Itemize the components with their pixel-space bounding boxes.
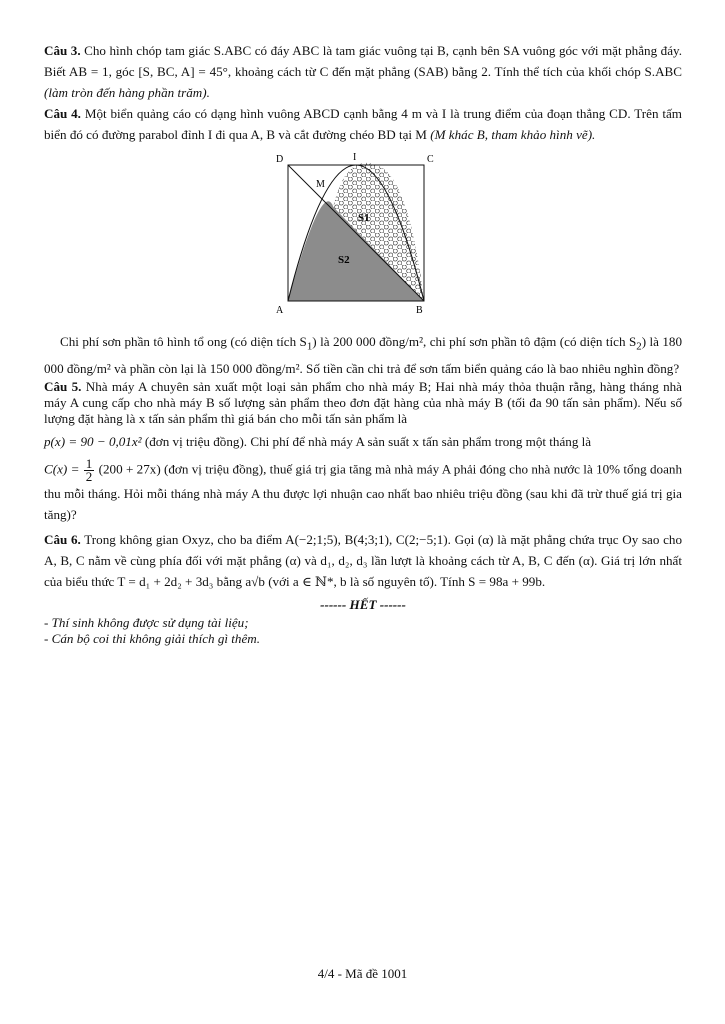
formula-p: p(x) = 90 − 0,01x²: [44, 433, 142, 449]
fraction-denominator: 2: [85, 468, 93, 484]
question-6-label: Câu 6.: [44, 531, 81, 547]
formula-fraction: [84, 455, 95, 484]
label-i: I: [353, 153, 357, 163]
question-6-text: Trong không gian Oxyz, cho ba điểm A(−2;1;5), B(4;3;1), C(2;−5;1). Gọi (α) là mặt phẳng chứa trục Oy sao cho A, B, C nằm về cùng phía đối với mặt phẳng (α) và d₁, d₂, d₃ lần lượt là khoảng cách từ A, B, C đến (α). Giá trị lớn nhất của biểu thức T = d₁ + 2d₂ + 3d₃ bằng a√b (với a ∈ ℕ*, b là số nguyên tố). Tính S = 98a + 99b.: [44, 531, 682, 589]
page-footer: 4/4 - Mã đề 1001: [317, 966, 408, 981]
question-5-text-3: (đơn vị triệu đồng), thuế giá trị gia tăng mà nhà máy A phải đóng cho nhà nước là 10% tổng doanh thu mỗi tháng. Hỏi mỗi tháng nhà máy A thu được lợi nhuận cao nhất bao nhiêu triệu đồng (sau khi đã trừ thuế giá trị gia tăng)?: [44, 461, 683, 522]
question-3-label: Câu 3.: [44, 43, 81, 58]
cost-text-1: Chi phí sơn phần tô hình tổ ong (có diện tích S: [60, 334, 307, 349]
cost-text-3: ) là 180 000 đồng/m² và phần còn lại là 150 000 đồng/m². Số tiền cần chi trả để sơn tấm biển quảng cáo là bao nhiêu nghìn đồng?: [44, 334, 682, 376]
note-1: - Thí sinh không được sử dụng tài liệu;: [44, 614, 249, 630]
question-5-label: Câu 5.: [44, 378, 82, 394]
question-4-label: Câu 4.: [44, 106, 81, 121]
cost-text-2: ) là 200 000 đồng/m², chi phí sơn phần tô đậm (có diện tích S: [312, 334, 637, 349]
question-3-note: (làm tròn đến hàng phần trăm).: [44, 85, 210, 100]
question-3: [44, 40, 682, 103]
question-5-line-3: [44, 455, 683, 525]
question-5-text-2: (đơn vị triệu đồng). Chi phí để nhà máy A sản suất x tấn sản phẩm trong một tháng là: [144, 433, 592, 449]
label-a: A: [276, 305, 284, 313]
end-mark: ------ HẾT ------: [320, 596, 406, 612]
fraction-numerator: 1: [85, 455, 93, 471]
label-b: B: [416, 305, 423, 313]
question-4-note: (M khác B, tham khảo hình vẽ).: [430, 127, 596, 142]
billboard-figure: [44, 153, 682, 313]
note-2: - Cán bộ coi thi không giải thích gì thêm.: [44, 630, 261, 646]
label-s1: S1: [358, 212, 370, 224]
question-5: [44, 379, 682, 427]
question-5-text-1: Nhà máy A chuyên sản xuất một loại sản phẩm cho nhà máy B; Hai nhà máy thỏa thuận rằng, hàng tháng nhà máy A cung cấp cho nhà máy B số lượng sản phẩm theo đơn đặt hàng của nhà máy B (tối đa 90 tấn sản phẩm). Nếu số lượng đặt hàng là x tấn sản phẩm thì giá bán cho mỗi tấn sản phẩm là: [44, 378, 682, 426]
question-4: [44, 103, 682, 145]
billboard-diagram: [276, 153, 456, 313]
formula-c-right: (200 + 27x): [98, 461, 161, 477]
label-d: D: [276, 154, 284, 165]
question-4-text: Một biển quảng cáo có dạng hình vuông ABCD cạnh bằng 4 m và I là trung điểm của đoạn thẳng CD. Trên tấm biển đó có đường parabol đỉnh I đi qua A, B và cắt đường chéo BD tại M: [44, 106, 682, 142]
formula-c-left: C(x) =: [44, 461, 80, 477]
label-m: M: [316, 179, 325, 190]
question-3-text: Cho hình chóp tam giác S.ABC có đáy ABC là tam giác vuông tại B, cạnh bên SA vuông góc với mặt phẳng đáy. Biết AB = 1, góc [S, BC, A] = 45°, khoảng cách từ C đến mặt phẳng (SAB) bằng 2. Tính thể tích của khối chóp S.ABC: [44, 43, 682, 79]
question-4-cost: [44, 331, 682, 379]
exam-page: [44, 40, 682, 647]
cost-sub-2: 2: [636, 340, 642, 353]
cost-sub-1: 1: [306, 340, 313, 353]
label-c: C: [427, 154, 434, 165]
label-s2: S2: [338, 254, 350, 266]
question-6: [44, 529, 682, 592]
question-5-line-2: [44, 431, 682, 452]
